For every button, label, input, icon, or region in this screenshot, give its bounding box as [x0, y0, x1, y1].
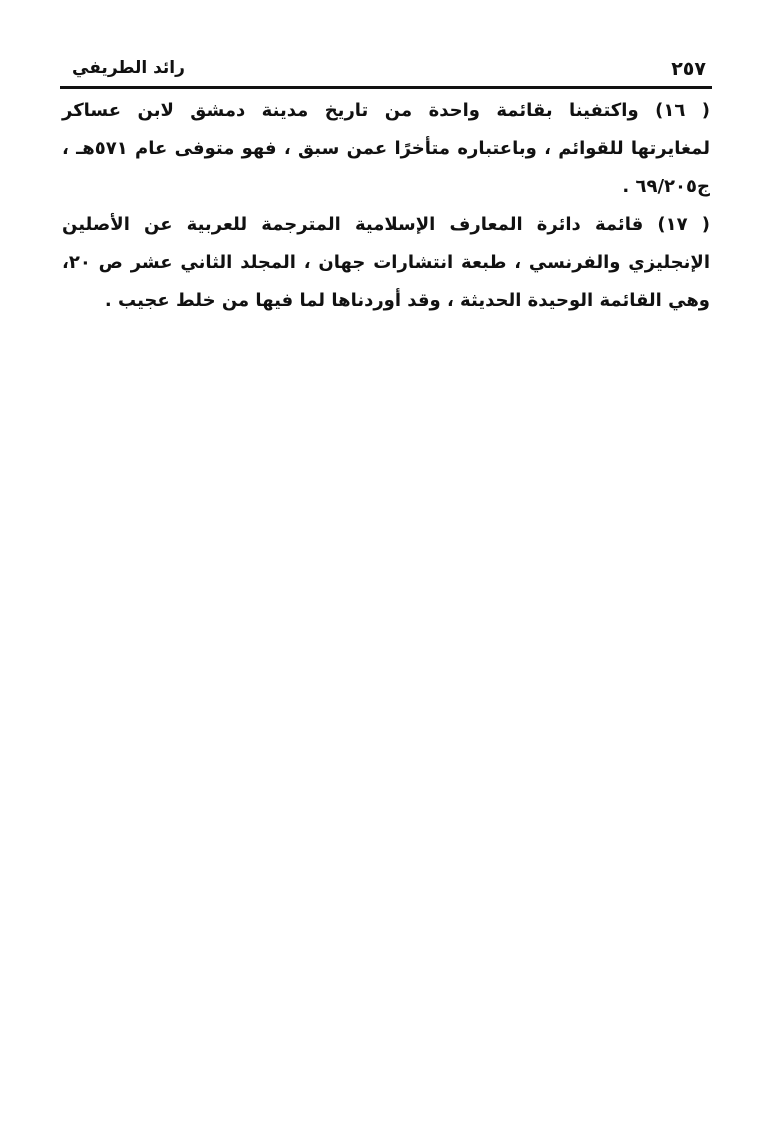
page-header	[62, 56, 710, 86]
running-title: رائد الطريفي	[72, 58, 185, 78]
footnote-line: ( ١٧) قائمة دائرة المعارف الإسلامية المترجمة للعربية عن الأصلين	[62, 214, 710, 235]
footnote-line: وهي القائمة الوحيدة الحديثة ، وقد أوردناها لما فيها من خلط عجيب .	[104, 290, 710, 311]
page-number: ٢٥٧	[671, 58, 706, 80]
footnote-line: ( ١٦) واكتفينا بقائمة واحدة من تاريخ مدينة دمشق لابن عساكر	[62, 100, 710, 121]
footnote-line: الإنجليزي والفرنسي ، طبعة انتشارات جهان ، المجلد الثاني عشر ص ٢٠،	[62, 252, 710, 273]
footnote-16	[62, 92, 710, 206]
header-rule	[60, 86, 712, 89]
footnote-17	[62, 206, 710, 320]
footnotes	[62, 92, 710, 320]
footnote-line: لمغايرتها للقوائم ، وباعتباره متأخرًا عمن سبق ، فهو متوفى عام ٥٧١هـ ،	[62, 138, 710, 159]
footnote-line: ج٦٩/٢٠٥ .	[622, 176, 710, 197]
